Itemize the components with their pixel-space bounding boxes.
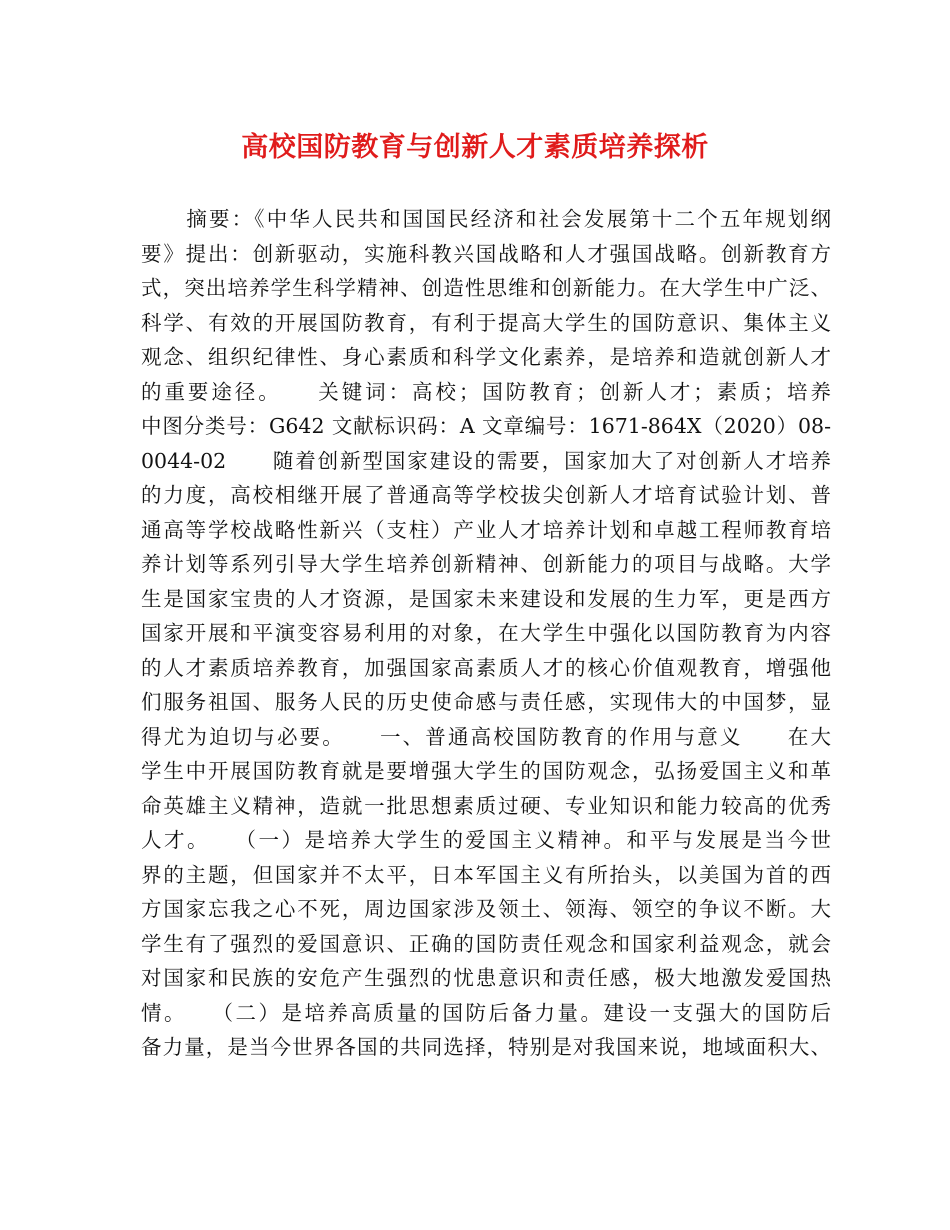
text-line: 式，突出培养学生科学精神、创造性思维和创新能力。在大学生中广泛、	[141, 276, 831, 300]
text-line: 摘要：《中华人民共和国国民经济和社会发展第十二个五年规划纲	[141, 207, 831, 231]
text-line: 人才。 （一）是培养大学生的爱国主义精神。和平与发展是当今世	[141, 828, 831, 852]
text-line: 备力量，是当今世界各国的共同选择，特别是对我国来说，地域面积大、	[141, 1035, 831, 1059]
text-line: 学生中开展国防教育就是要增强大学生的国防观念，弘扬爱国主义和革	[141, 759, 831, 783]
text-line: 0044-02 随着创新型国家建设的需要，国家加大了对创新人才培养	[141, 448, 831, 473]
text-line: 的人才素质培养教育，加强国家高素质人才的核心价值观教育，增强他	[141, 655, 831, 680]
text-line: 观念、组织纪律性、身心素质和科学文化素养，是培养和造就创新人才	[141, 345, 831, 369]
text-line: 对国家和民族的安危产生强烈的忧患意识和责任感，极大地激发爱国热	[141, 966, 831, 990]
text-line: 得尤为迫切与必要。 一、普通高校国防教育的作用与意义 在大	[141, 724, 831, 749]
text-line: 命英雄主义精神，造就一批思想素质过硬、专业知识和能力较高的优秀	[141, 793, 831, 818]
text-line: 生是国家宝贵的人才资源，是国家未来建设和发展的生力军，更是西方	[141, 586, 831, 611]
text-line: 的重要途径。 关键词：高校；国防教育；创新人才；素质；培养	[141, 379, 831, 404]
text-line: 界的主题，但国家并不太平，日本军国主义有所抬头，以美国为首的西	[141, 862, 831, 887]
text-line: 要》提出：创新驱动，实施科教兴国战略和人才强国战略。创新教育方	[141, 241, 831, 266]
text-line: 们服务祖国、服务人民的历史使命感与责任感，实现伟大的中国梦，显	[141, 690, 831, 714]
page-title: 高校国防教育与创新人才素质培养探析	[241, 132, 709, 163]
text-line: 学生有了强烈的爱国意识、正确的国防责任观念和国家利益观念，就会	[141, 931, 831, 956]
text-line: 国家开展和平演变容易利用的对象，在大学生中强化以国防教育为内容	[141, 621, 831, 645]
text-line: 通高等学校战略性新兴（支柱）产业人才培养计划和卓越工程师教育培	[141, 517, 831, 542]
text-line: 情。 （二）是培养高质量的国防后备力量。建设一支强大的国防后	[141, 1000, 831, 1025]
text-line: 方国家忘我之心不死，周边国家涉及领土、领海、领空的争议不断。大	[141, 897, 831, 921]
text-line: 科学、有效的开展国防教育，有利于提高大学生的国防意识、集体主义	[141, 310, 831, 335]
body-text	[141, 202, 831, 1065]
text-line: 中图分类号：G642 文献标识码：A 文章编号：1671-864X（2020）08-	[141, 414, 831, 438]
text-line: 的力度，高校相继开展了普通高等学校拔尖创新人才培育试验计划、普	[141, 483, 831, 507]
text-line: 养计划等系列引导大学生培养创新精神、创新能力的项目与战略。大学	[141, 552, 831, 576]
